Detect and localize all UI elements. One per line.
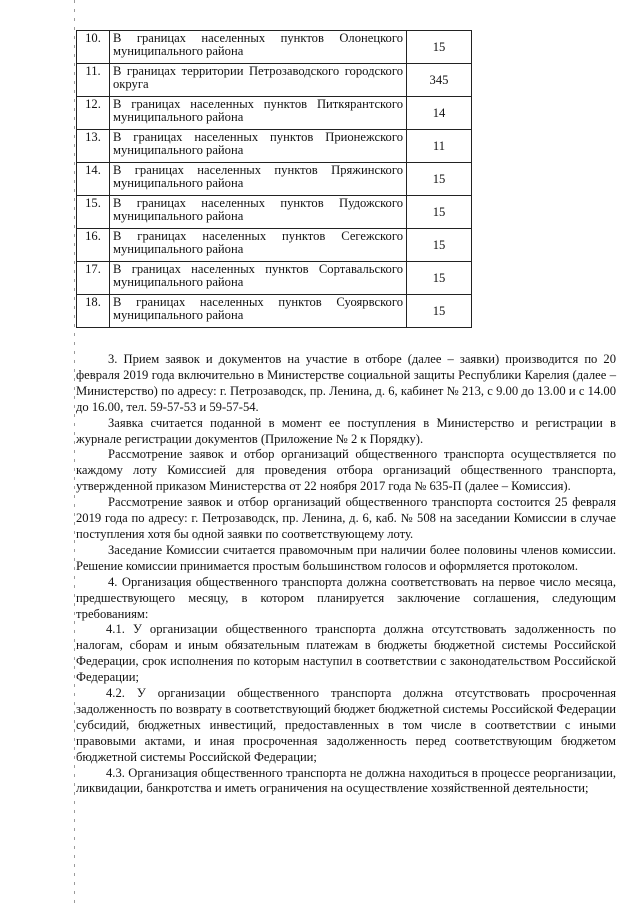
lots-table-body [77, 31, 472, 328]
paragraph-quorum: Заседание Комиссии считается правомочным при наличии более половины членов комиссии. Решение комиссии принимается простым большинством голосов и оформляется протоколом. [76, 542, 616, 573]
count-cell: 345 [407, 64, 472, 97]
paragraph-3: 3. Прием заявок и документов на участие в отборе (далее – заявки) производится по 20 февраля 2019 года включительно в Министерстве социальной защиты Республики Карелия (далее – Министерство) по адресу: г. Петрозаводск, пр. Ленина, д. 6, кабинет № 213, с 9.00 до 13.00 и с 14.00 до 16.00, тел. 59-57-53 и 59-57-54. [76, 352, 616, 414]
lot-number-cell: 13. [77, 130, 110, 163]
territory-cell: В границах населенных пунктов Пудожского муниципального района [110, 196, 407, 229]
table-row [77, 97, 472, 130]
paragraph-4-3: 4.3. Организация общественного транспорта не должна находиться в процессе реорганизации, ликвидации, банкротства и иметь ограничения на осуществление хозяйственной деятельности; [76, 765, 616, 796]
paragraph-meeting-date: Рассмотрение заявок и отбор организаций общественного транспорта состоится 25 февраля 2019 года по адресу: г. Петрозаводск, пр. Ленина, д. 6, каб. № 508 на заседании Комиссии в случае поступления хотя бы одной заявки по соответствующему лоту. [76, 495, 616, 541]
territory-cell: В границах территории Петрозаводского городского округа [110, 64, 407, 97]
count-cell: 15 [407, 31, 472, 64]
paragraph-4-1: 4.1. У организации общественного транспорта должна отсутствовать задолженность по налогам, сборам и иным обязательным платежам в бюджеты бюджетной системы Российской Федерации, срок исполнения по которым наступил в соответствии с законодательством Российской Федерации; [76, 622, 616, 685]
table-row [77, 229, 472, 262]
territory-cell: В границах населенных пунктов Питкярантского муниципального района [110, 97, 407, 130]
count-cell: 15 [407, 163, 472, 196]
paragraph-4: 4. Организация общественного транспорта должна соответствовать на первое число месяца, предшествующего месяцу, в котором планируется заключение соглашения, следующим требованиям: [76, 574, 616, 621]
table-row [77, 64, 472, 97]
count-cell: 15 [407, 295, 472, 328]
lot-number-cell: 11. [77, 64, 110, 97]
table-row [77, 163, 472, 196]
territory-cell: В границах населенных пунктов Пряжинского муниципального района [110, 163, 407, 196]
territory-cell: В границах населенных пунктов Суоярвского муниципального района [110, 295, 407, 328]
lots-table [76, 30, 472, 328]
lot-number-cell: 18. [77, 295, 110, 328]
count-cell: 15 [407, 229, 472, 262]
lot-number-cell: 12. [77, 97, 110, 130]
lot-number-cell: 14. [77, 163, 110, 196]
lot-number-cell: 17. [77, 262, 110, 295]
lot-number-cell: 15. [77, 196, 110, 229]
paragraph-review: Рассмотрение заявок и отбор организаций общественного транспорта осуществляется по каждому лоту Комиссией для проведения отбора организаций общественного транспорта, утвержденной приказом Министерства от 22 ноября 2017 года № 635-П (далее – Комиссия). [76, 447, 616, 494]
table-row [77, 130, 472, 163]
table-row [77, 262, 472, 295]
body-text [76, 352, 616, 797]
scan-margin-line [74, 0, 75, 905]
territory-cell: В границах населенных пунктов Сегежского муниципального района [110, 229, 407, 262]
count-cell: 14 [407, 97, 472, 130]
paragraph-4-2: 4.2. У организации общественного транспорта должна отсутствовать просроченная задолженность по возврату в соответствующий бюджет бюджетной системы Российской Федерации субсидий, бюджетных инвестиций, предоставленных в том числе в соответствии с иными правовыми актами, и иная просроченная задолженность перед соответствующим бюджетом бюджетной системы Российской Федерации; [76, 686, 616, 764]
lot-number-cell: 10. [77, 31, 110, 64]
territory-cell: В границах населенных пунктов Олонецкого муниципального района [110, 31, 407, 64]
table-row [77, 196, 472, 229]
count-cell: 15 [407, 196, 472, 229]
count-cell: 11 [407, 130, 472, 163]
table-row [77, 295, 472, 328]
lot-number-cell: 16. [77, 229, 110, 262]
territory-cell: В границах населенных пунктов Сортавальского муниципального района [110, 262, 407, 295]
territory-cell: В границах населенных пунктов Прионежского муниципального района [110, 130, 407, 163]
paragraph-registration: Заявка считается поданной в момент ее поступления в Министерство и регистрации в журнале регистрации документов (Приложение № 2 к Порядку). [76, 415, 616, 446]
count-cell: 15 [407, 262, 472, 295]
table-row [77, 31, 472, 64]
